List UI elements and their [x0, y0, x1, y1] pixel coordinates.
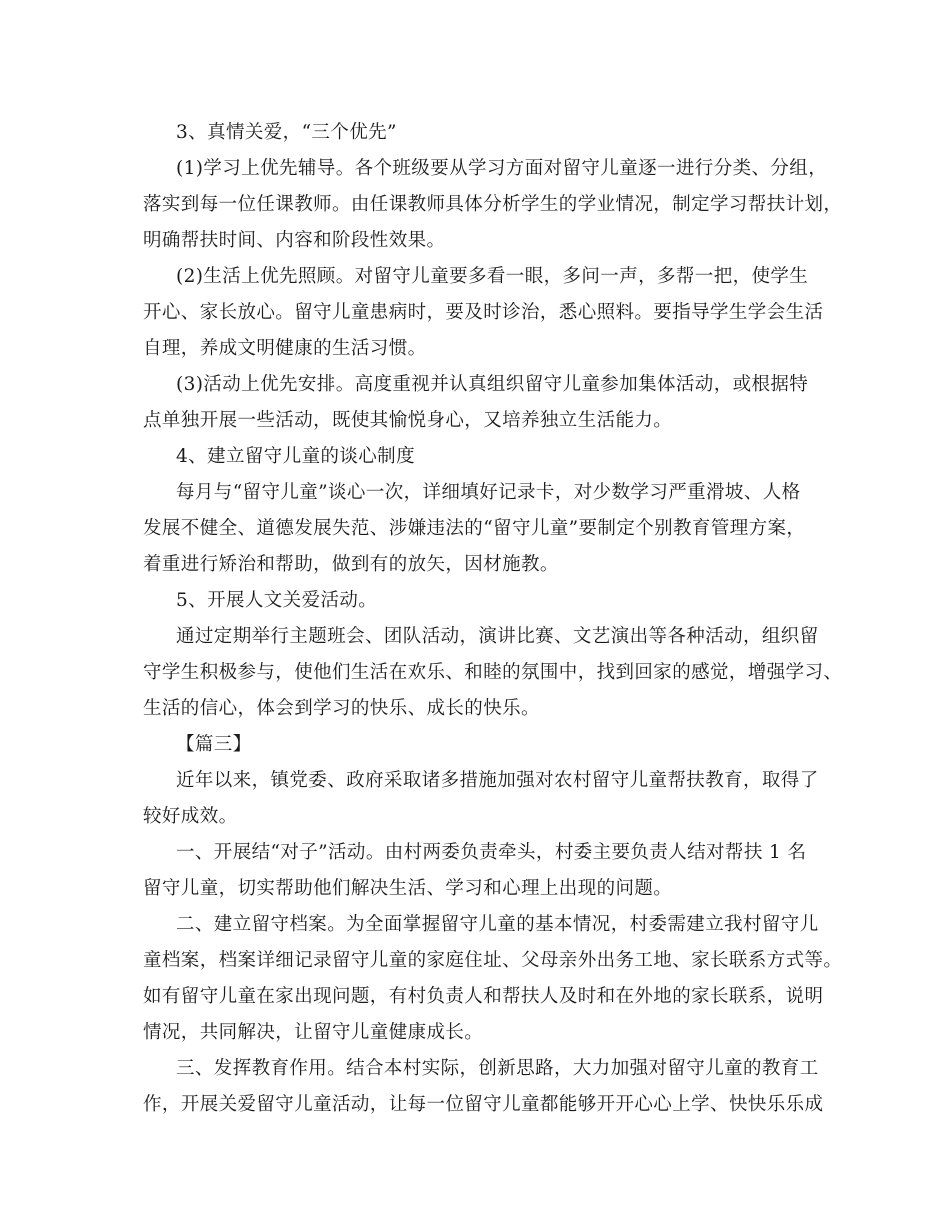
heading-4-talk-system: 4、建立留守儿童的谈心制度: [176, 446, 415, 467]
section-title-part-three: 【篇三】: [176, 734, 252, 755]
paragraph-line: 明确帮扶时间、内容和阶段性效果。: [143, 230, 446, 251]
paragraph-line: 如有留守儿童在家出现问题，有村负责人和帮扶人及时和在外地的家长联系，说明: [143, 986, 824, 1007]
paragraph-line: 童档案，档案详细记录留守儿童的家庭住址、父母亲外出务工地、家长联系方式等。: [143, 950, 843, 971]
paragraph-line: 自理，养成文明健康的生活习惯。: [143, 338, 427, 359]
paragraph-line: (3)活动上优先安排。高度重视并认真组织留守儿童参加集体活动，或根据特: [176, 374, 809, 395]
paragraph-line: 守学生积极参与，使他们生活在欢乐、和睦的氛围中，找到回家的感觉，增强学习、: [143, 662, 843, 683]
paragraph-line: 情况，共同解决，让留守儿童健康成长。: [143, 1022, 484, 1043]
paragraph-line: 三、发挥教育作用。结合本村实际，创新思路，大力加强对留守儿童的教育工: [176, 1058, 819, 1079]
paragraph-line: 作，开展关爱留守儿童活动，让每一位留守儿童都能够开开心心上学、快快乐乐成: [143, 1094, 824, 1115]
paragraph-line: 每月与“留守儿童”谈心一次，详细填好记录卡，对少数学习严重滑坡、人格: [176, 482, 801, 503]
paragraph-line: 着重进行矫治和帮助，做到有的放矢，因材施教。: [143, 554, 559, 575]
paragraph-line: (2)生活上优先照顾。对留守儿童要多看一眼，多问一声，多帮一把，使学生: [176, 266, 809, 287]
paragraph-line: 开心、家长放心。留守儿童患病时，要及时诊治，悉心照料。要指导学生学会生活: [143, 302, 824, 323]
paragraph-line: 留守儿童，切实帮助他们解决生活、学习和心理上出现的问题。: [143, 878, 673, 899]
paragraph-line: 生活的信心，体会到学习的快乐、成长的快乐。: [143, 698, 540, 719]
heading-5-activities: 5、开展人文关爱活动。: [176, 590, 378, 611]
paragraph-line: 点单独开展一些活动，既使其愉悦身心，又培养独立生活能力。: [143, 410, 673, 431]
paragraph-line: 较好成效。: [143, 806, 238, 827]
paragraph-line: 二、建立留守档案。为全面掌握留守儿童的基本情况，村委需建立我村留守儿: [176, 914, 819, 935]
paragraph-line: 落实到每一位任课教师。由任课教师具体分析学生的学业情况，制定学习帮扶计划，: [143, 194, 843, 215]
paragraph-line: 近年以来，镇党委、政府采取诸多措施加强对农村留守儿童帮扶教育，取得了: [176, 770, 819, 791]
heading-3-caring: 3、真情关爱，“三个优先”: [176, 122, 397, 143]
paragraph-line: (1)学习上优先辅导。各个班级要从学习方面对留守儿童逐一进行分类、分组，: [176, 158, 828, 179]
paragraph-line: 一、开展结“对子”活动。由村两委负责牵头，村委主要负责人结对帮扶 1 名: [176, 842, 807, 863]
paragraph-line: 通过定期举行主题班会、团队活动，演讲比赛、文艺演出等各种活动，组织留: [176, 626, 819, 647]
paragraph-line: 发展不健全、道德发展失范、涉嫌违法的“留守儿童”要制定个别教育管理方案，: [143, 518, 806, 539]
